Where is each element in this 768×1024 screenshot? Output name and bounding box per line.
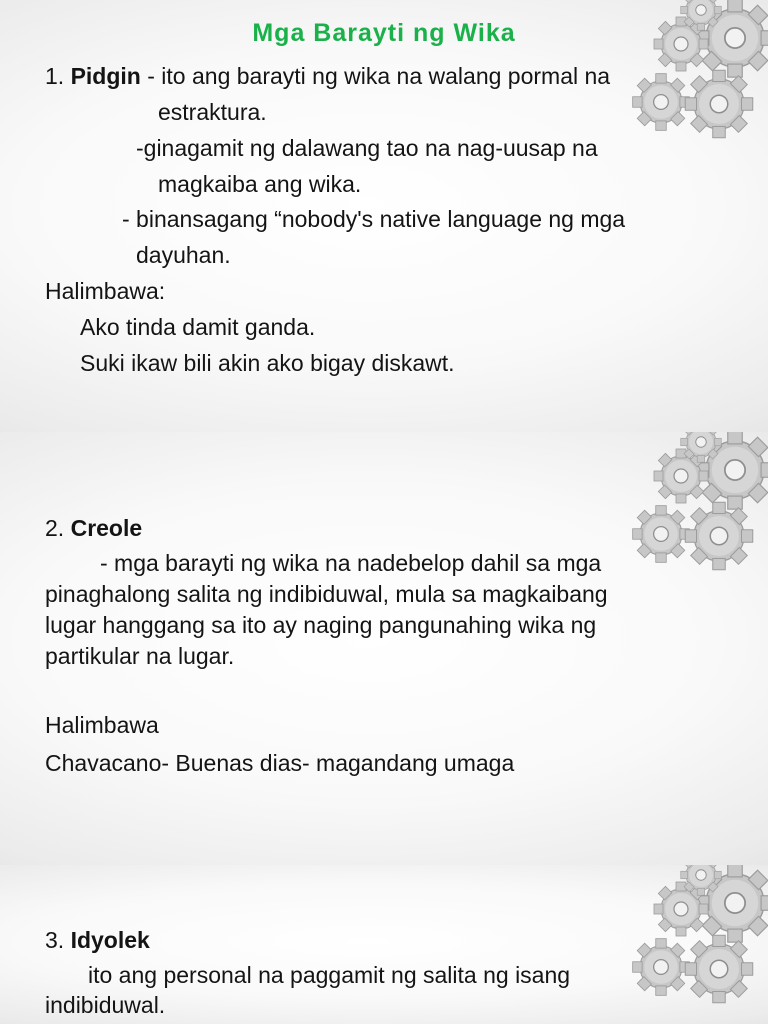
definition-line: partikular na lugar. xyxy=(45,643,235,669)
example-line: Ako tinda damit ganda. xyxy=(80,314,316,340)
gear-cluster-icon xyxy=(623,865,768,1005)
definition-line: estraktura. xyxy=(158,99,267,125)
definition-line: magkaiba ang wika. xyxy=(158,171,362,197)
definition-line: dayuhan. xyxy=(136,242,231,268)
slide-idyolek xyxy=(0,865,768,1024)
idyolek-heading-line xyxy=(45,926,150,954)
definition-line: ito ang personal na paggamit ng salita ng isang xyxy=(88,962,571,988)
example-label: Halimbawa: xyxy=(45,278,166,304)
item-number: 2. xyxy=(45,515,65,541)
gear-cluster-icon xyxy=(623,432,768,572)
slide-pidgin xyxy=(0,0,768,432)
definition-line: indibiduwal. xyxy=(45,992,166,1018)
term-pidgin: Pidgin xyxy=(70,63,141,89)
slide-title: Mga Barayti ng Wika xyxy=(252,19,516,47)
definition-line: - ito ang barayti ng wika na walang pormal na xyxy=(147,63,611,89)
item-number: 3. xyxy=(45,927,65,953)
term-creole: Creole xyxy=(70,515,143,541)
example-line: Suki ikaw bili akin ako bigay diskawt. xyxy=(80,350,455,376)
creole-heading-line xyxy=(45,514,142,542)
definition-line: -ginagamit ng dalawang tao na nag-uusap na xyxy=(136,135,598,161)
definition-line: - mga barayti ng wika na nadebelop dahil sa mga xyxy=(100,550,602,576)
pidgin-heading-line xyxy=(45,62,610,90)
example-label: Halimbawa xyxy=(45,712,159,738)
example-line: Chavacano- Buenas dias- magandang umaga xyxy=(45,750,515,776)
definition-line: pinaghalong salita ng indibiduwal, mula sa magkaibang xyxy=(45,581,608,607)
term-idyolek: Idyolek xyxy=(70,927,150,953)
definition-line: lugar hanggang sa ito ay naging pangunahing wika ng xyxy=(45,612,597,638)
slide-creole xyxy=(0,432,768,865)
item-number: 1. xyxy=(45,63,65,89)
definition-line: - binansagang “nobody's native language ng mga xyxy=(122,206,626,232)
